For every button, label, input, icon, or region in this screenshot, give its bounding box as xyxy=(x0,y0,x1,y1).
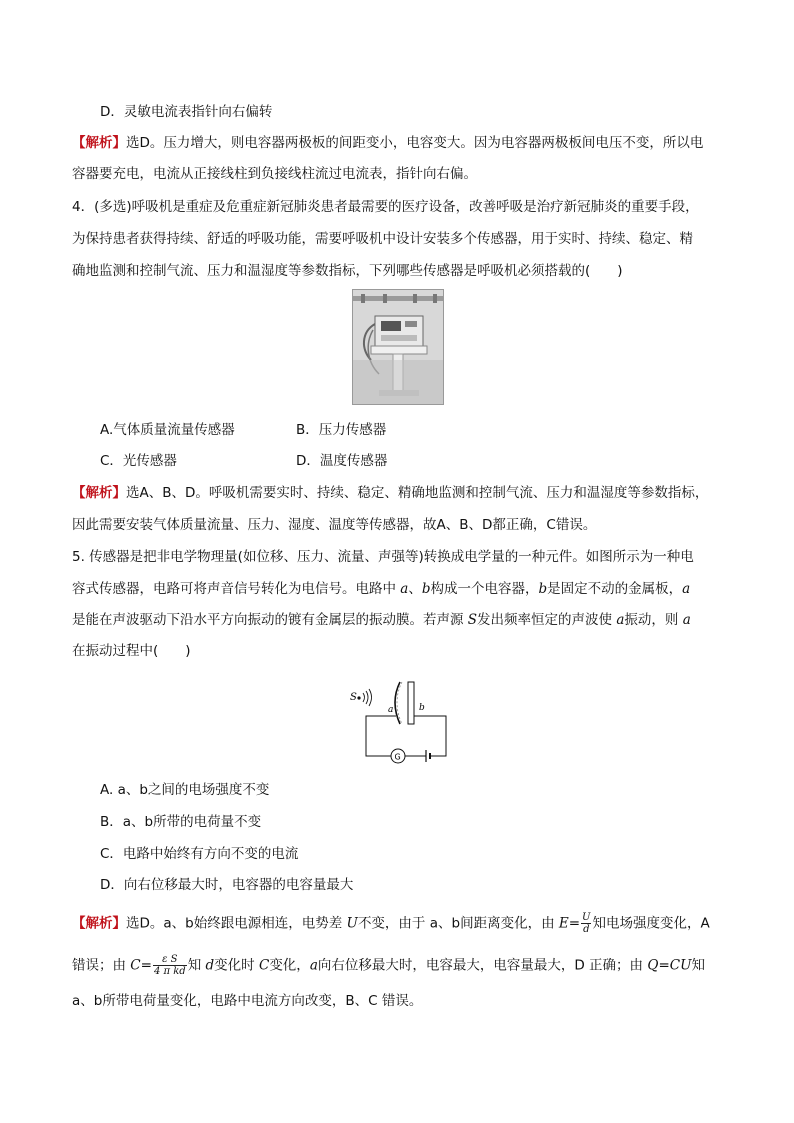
q3-analysis-line-2: 容器要充电，电流从正接线柱到负接线柱流过电流表，指针向右偏。 xyxy=(72,166,477,182)
q5-option-a: A. a、b之间的电场强度不变 xyxy=(100,782,270,798)
sound-wave-1 xyxy=(363,693,365,702)
q5-option-c: C．电路中始终有方向不变的电流 xyxy=(100,846,299,862)
q4-option-d: D．温度传感器 xyxy=(296,453,388,469)
q5-stem-line-2: 容式传感器，电路可将声音信号转化为电信号。电路中 a、b构成一个电容器，b是固定不动的金属板，a xyxy=(72,581,691,597)
fraction-capacitance: $\frac{\text{ε S}}{\text{4 π kd}}$ xyxy=(153,954,186,977)
q5-option-b: B．a、b所带的电荷量不变 xyxy=(100,814,262,830)
analysis-tag: 【解析】 xyxy=(72,915,126,932)
q4-option-c: C．光传感器 xyxy=(100,453,177,469)
fraction-u-over-d: $\frac{U}{d}$ xyxy=(582,912,591,935)
q5-analysis-line-3: a、b所带电荷量变化，电路中电流方向改变，B、C 错误。 xyxy=(72,993,423,1009)
plate-b xyxy=(408,682,414,724)
q4-analysis-line-2: 因此需要安装气体质量流量、压力、湿度、温度等传感器，故A、B、D都正确，C错误。 xyxy=(72,517,597,533)
q4-stem-line-2: 为保持患者获得持续、舒适的呼吸功能，需要呼吸机中设计安装多个传感器，用于实时、持续、稳定、精 xyxy=(72,231,693,247)
q5-analysis-line-2: 错误；由 C= $\frac{\text{ε S}}{\text{4 π kd}}$ 知 d变化时 C变化，a向右位移最大时，电容最大，电容量最大，D 正确；由 Q=CU知 xyxy=(72,954,705,977)
wire-right xyxy=(414,716,446,756)
q5-stem-line-4: 在振动过程中( ) xyxy=(72,643,191,659)
sound-wave-3 xyxy=(369,689,372,706)
analysis-tag: 【解析】 xyxy=(72,485,126,501)
q5-stem-line-3: 是能在声波驱动下沿水平方向振动的镀有金属层的振动膜。若声源 S发出频率恒定的声波使 a振动，则 a xyxy=(72,612,691,628)
q4-stem-line-3: 确地监测和控制气流、压力和温湿度等参数指标，下列哪些传感器是呼吸机必须搭载的( ) xyxy=(72,263,623,279)
q3-analysis-line-1: 【解析】选D。压力增大，则电容器两极板的间距变小，电容变大。因为电容器两极板间电压不变，所以电 xyxy=(72,135,704,151)
sound-wave-2 xyxy=(366,691,368,704)
label-b: b xyxy=(419,703,425,713)
capacitor-circuit-diagram xyxy=(348,678,460,768)
q5-stem-line-1: 5. 传感器是把非电学物理量(如位移、压力、流量、声强等)转换成电学量的一种元件。如图所示为一种电 xyxy=(72,549,694,565)
sound-source-dot xyxy=(357,696,360,699)
label-source-s: S xyxy=(350,692,357,703)
label-a: a xyxy=(388,705,394,715)
q4-analysis-line-1: 【解析】选A、B、D。呼吸机需要实时、持续、稳定、精确地监测和控制气流、压力和温湿度等参数指标， xyxy=(72,485,709,501)
q5-analysis-line-1: 【解析】选D。a、b始终跟电源相连，电势差 U不变，由于 a、b间距离变化，由 E= $\frac{U}{d}$ 知电场强度变化，A xyxy=(72,912,710,935)
ventilator-image xyxy=(353,290,443,404)
q4-option-a: A.气体质量流量传感器 xyxy=(100,422,235,438)
q3-option-d: D．灵敏电流表指针向右偏转 xyxy=(100,104,273,120)
q4-option-b: B．压力传感器 xyxy=(296,422,387,438)
label-g: G xyxy=(394,752,401,762)
wire-left xyxy=(366,716,396,756)
analysis-tag: 【解析】 xyxy=(72,135,126,151)
q4-stem-line-1: 4．(多选)呼吸机是重症及危重症新冠肺炎患者最需要的医疗设备，改善呼吸是治疗新冠肺炎的重要手段， xyxy=(72,199,699,215)
ventilator-photo xyxy=(352,289,444,405)
q5-option-d: D．向右位移最大时，电容器的电容量最大 xyxy=(100,877,354,893)
